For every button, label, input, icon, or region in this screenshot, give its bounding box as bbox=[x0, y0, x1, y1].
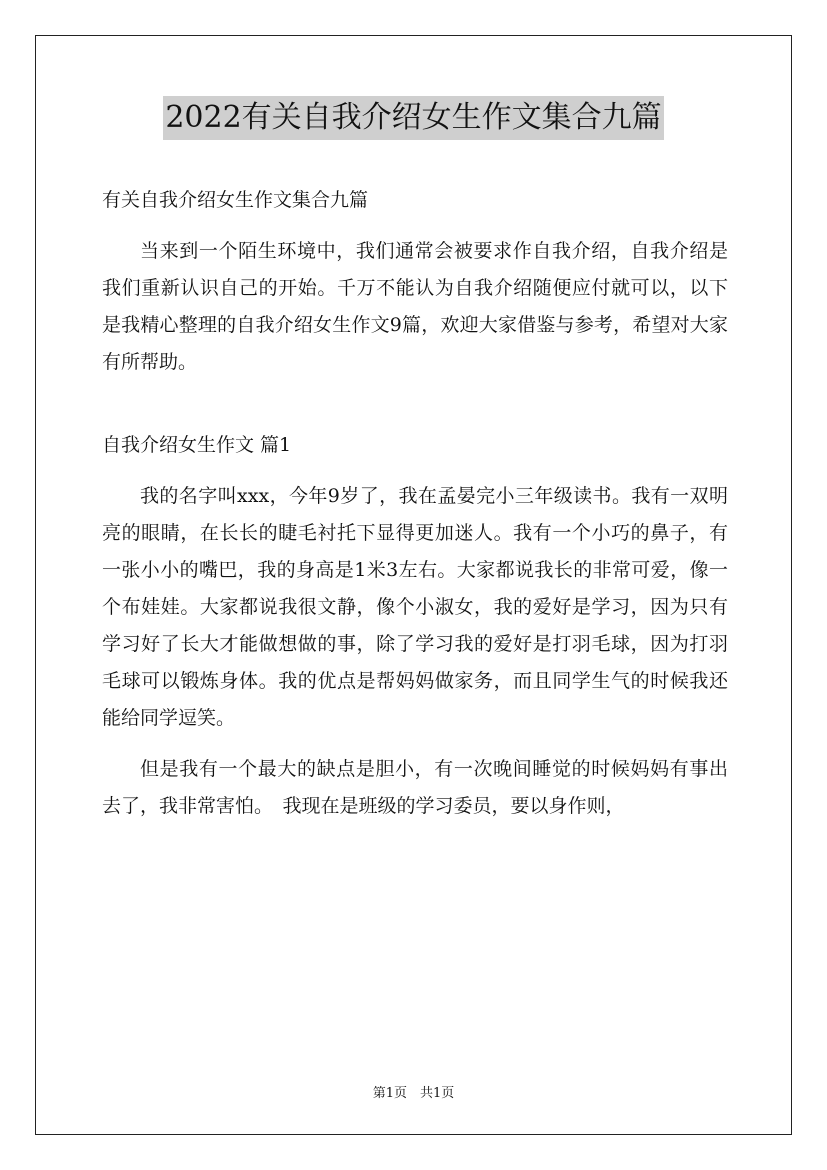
title-wrapper bbox=[0, 96, 827, 140]
document-body bbox=[102, 182, 728, 825]
spacer bbox=[102, 737, 728, 751]
spacer bbox=[102, 219, 728, 233]
spacer bbox=[102, 464, 728, 478]
body-paragraph: 我的名字叫xxx，今年9岁了，我在孟晏完小三年级读书。我有一双明亮的眼睛，在长长的睫毛衬托下显得更加迷人。我有一个小巧的鼻子，有一张小小的嘴巴，我的身高是1米3左右。大家都说我长的非常可爱，像一个布娃娃。大家都说我很文静，像个小淑女，我的爱好是学习，因为只有学习好了长大才能做想做的事，除了学习我的爱好是打羽毛球，因为打羽毛球可以锻炼身体。我的优点是帮妈妈做家务，而且同学生气的时候我还能给同学逗笑。 bbox=[102, 485, 728, 729]
intro-paragraph: 当来到一个陌生环境中，我们通常会被要求作自我介绍，自我介绍是我们重新认识自己的开始。千万不能认为自我介绍随便应付就可以，以下是我精心整理的自我介绍女生作文9篇，欢迎大家借鉴与参考，希望对大家有所帮助。 bbox=[102, 240, 728, 373]
page-footer: 第1页 共1页 bbox=[372, 1086, 455, 1101]
spacer bbox=[102, 381, 728, 427]
document-subtitle: 有关自我介绍女生作文集合九篇 bbox=[102, 189, 369, 211]
document-title: 2022有关自我介绍女生作文集合九篇 bbox=[163, 96, 663, 140]
section-heading: 自我介绍女生作文 篇1 bbox=[102, 434, 292, 456]
body-paragraph: 但是我有一个最大的缺点是胆小，有一次晚间睡觉的时候妈妈有事出去了，我非常害怕。 我现在是班级的学习委员，要以身作则， bbox=[102, 758, 728, 817]
